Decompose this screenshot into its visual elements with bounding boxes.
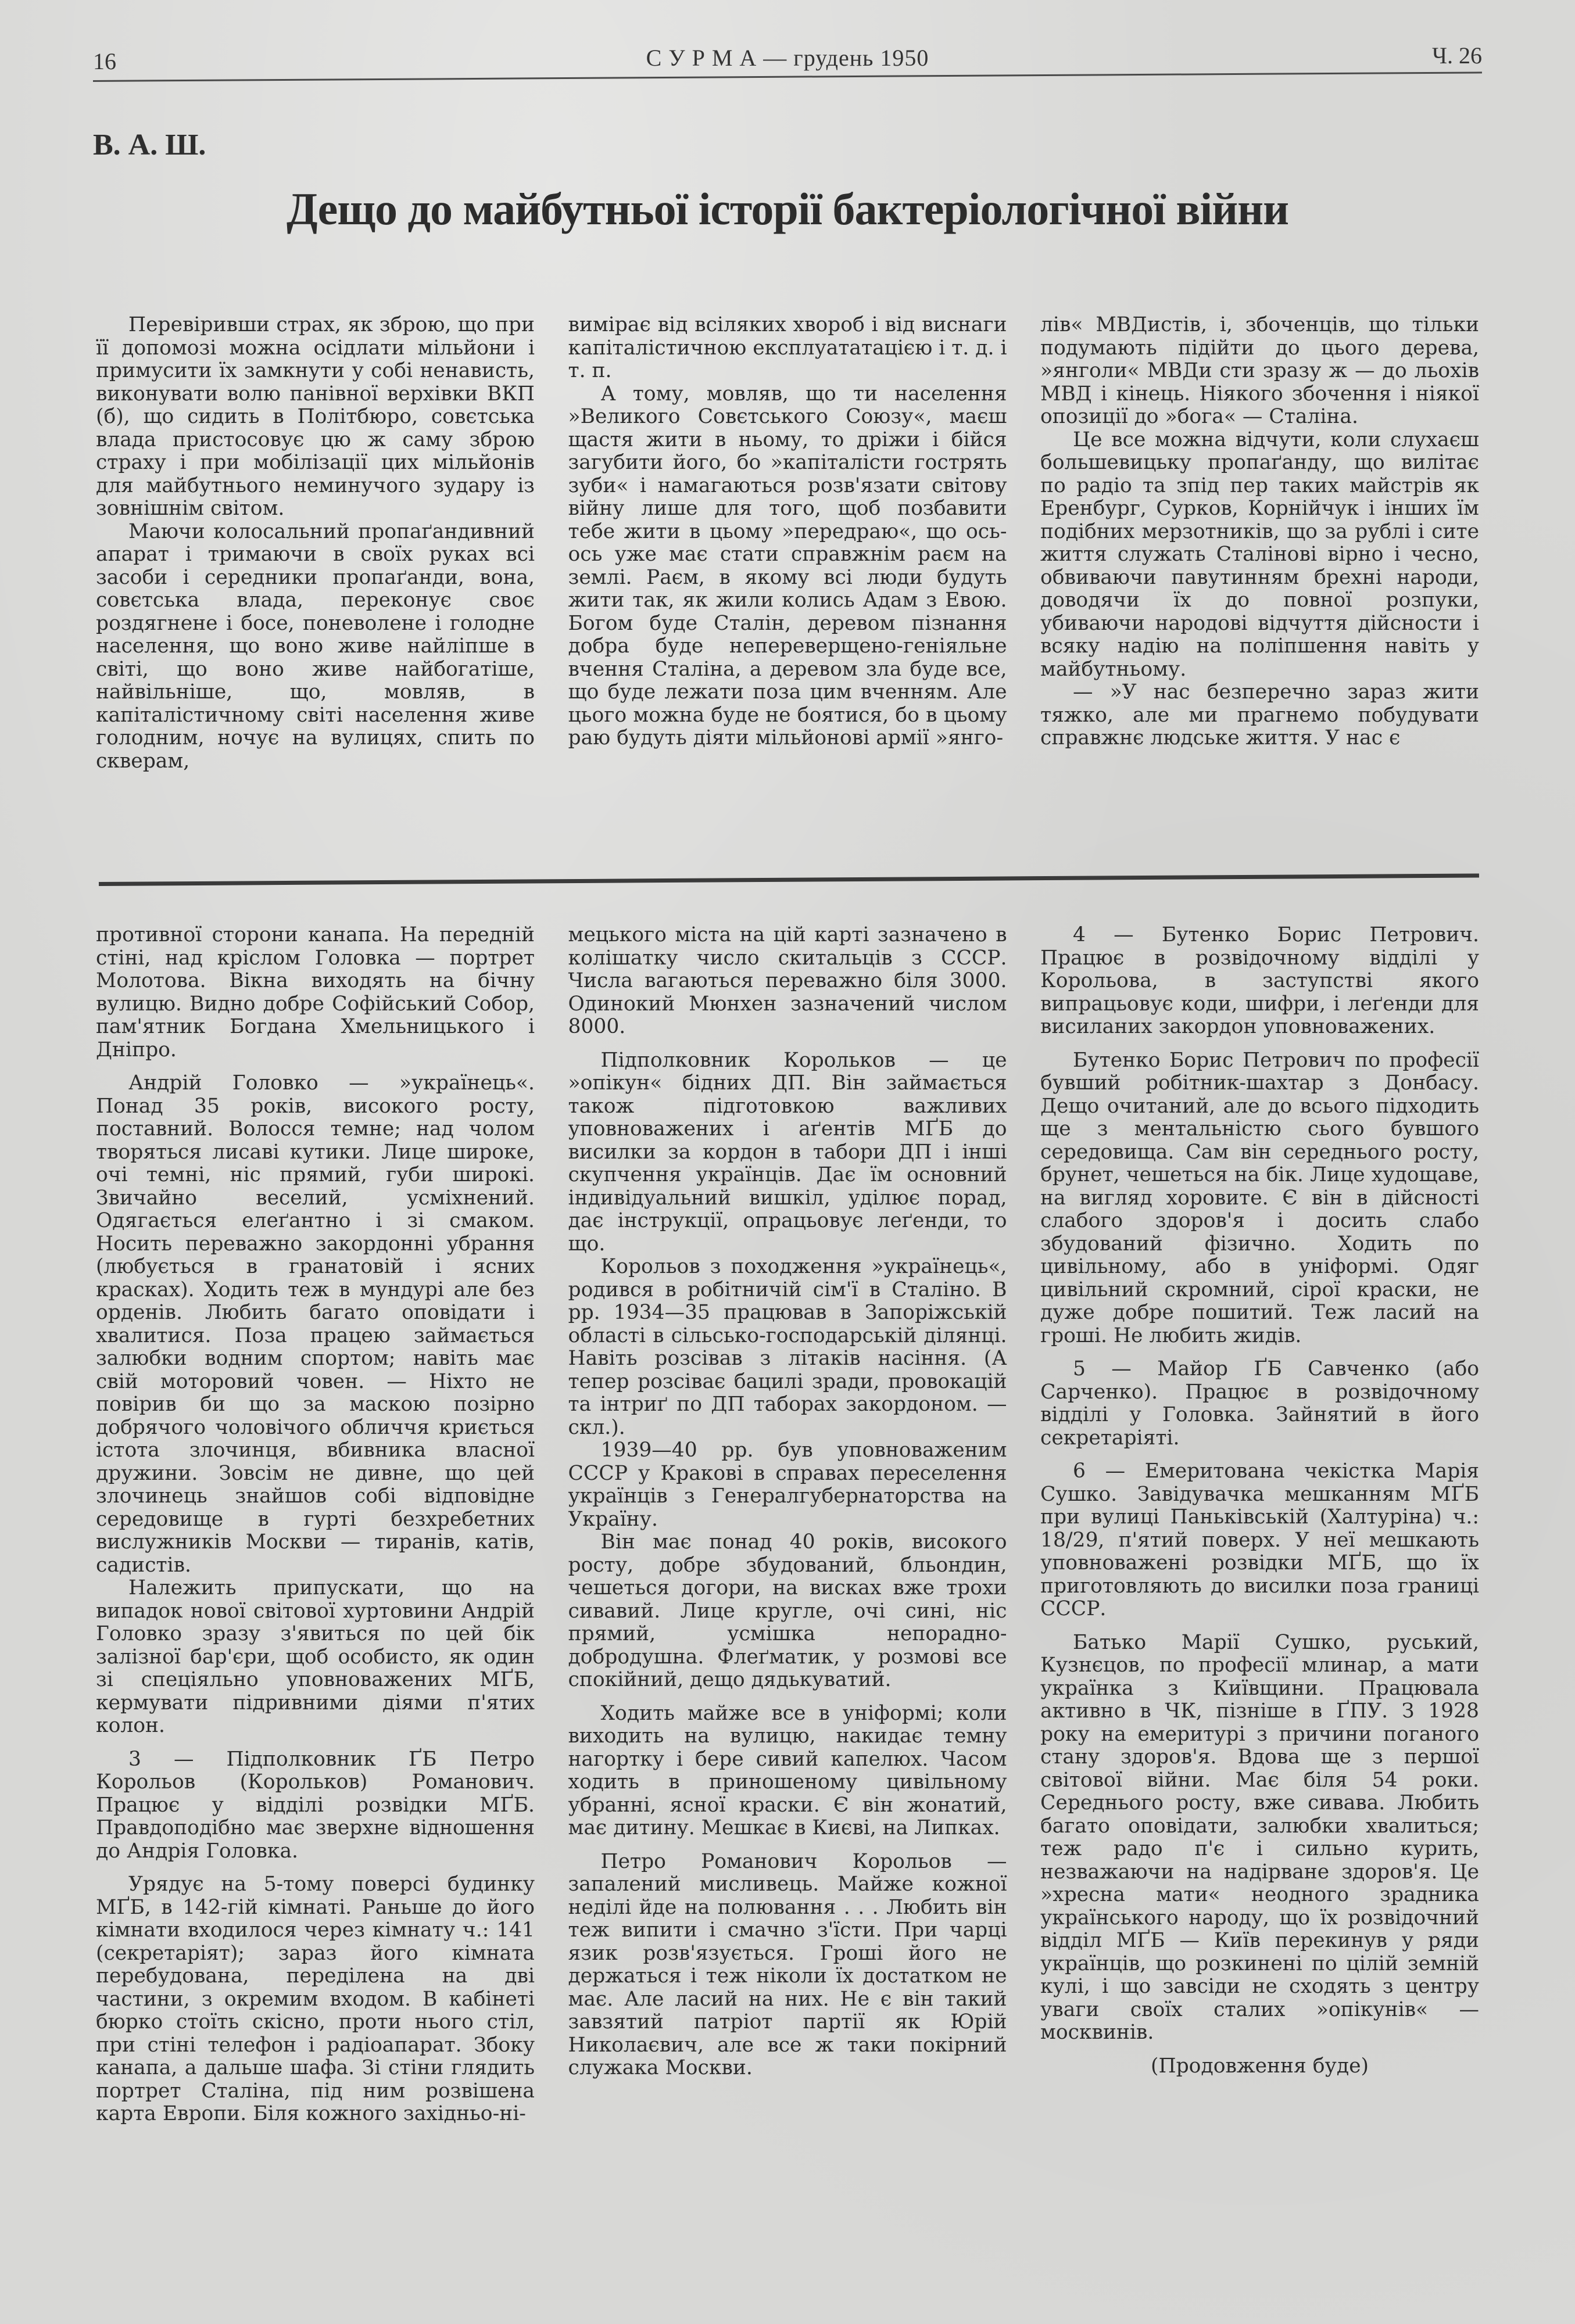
paragraph: мецького міста на цій карті зазначено в колішатку число скитальців з СССР. Числа вагаються переважно біля 3000. Одинокий Мюнхен зазначений числом 8000. (568, 923, 1007, 1038)
header-rule (93, 71, 1482, 82)
issue-number: Ч. 26 (1432, 42, 1482, 69)
paragraph: противної сторони канапа. На передній стіні, над кріслом Головка — портрет Молотова. Вікна виходять на бічну вулицю. Видно добре Софійський Собор, пам'ятник Богдана Хмельницького і Дніпро. (96, 923, 535, 1061)
paragraph: Він має понад 40 років, високого росту, добре збудований, бльондин, чешеться догори, на висках вже трохи сивавий. Лице кругле, очі сині, ніс прямий, усмішка непорадно-добродушна. Флеґматик, у розмові все спокійний, дещо дядькуватий. (568, 1530, 1007, 1691)
paragraph: Урядує на 5-тому поверсі будинку МҐБ, в 142-гій кімнаті. Раньше до його кімнати входилося через кімнату ч.: 141 (секретаріят); зараз його кімната перебудована, переділена на дві частини, з окремим входом. В кабінеті бюрко стоїть скісно, проти нього стіл, при стіні телефон і радіоапарат. Збоку канапа, а дальше шафа. Зі стіни глядить портрет Сталіна, під ним розвішена карта Европи. Біля кожного західньо-ні- (96, 1873, 535, 2125)
paragraph: Перевіривши страх, як зброю, що при її допомозі можна осідлати мільйони і примусити їх замкнути у собі ненависть, виконувати волю панівної верхівки ВКП (б), що сидить в Політбюро, совєтська влада пристосовує цю ж саму зброю страху і при мобілізації цих мільйонів для майбутнього неминучого зудару із зовнішнім світом. (96, 313, 535, 520)
paragraph: Підполковник Корольков — це »опікун« бідних ДП. Він займається також підготовкою важливих уповноважених і аґентів МҐБ до висилки за кордон в табори ДП і інші скупчення українців. Дає їм основний індивідуальний вишкіл, уділює порад, дає інструкції, опрацьовує леґенди, то що. (568, 1048, 1007, 1256)
paragraph: Батько Марії Сушко, руський, Кузнєцов, по професії млинар, а мати українка з Київщини. Працювала активно в ЧК, пізніше в ҐПУ. З 1928 року на емеритурі з причини поганого стану здоров'я. Вдова ще з першої світової війни. Має біля 54 роки. Середнього росту, вже сивава. Любить багато оповідати, залюбки хвалиться; теж радо п'є і сильно курить, незважаючи на надірване здоров'я. Це »хресна мати« неодного зрадника українського народу, що їх розвідочний відділ МҐБ — Київ перекинув у ряди українців, що розкинені по цілій земній кулі, і що завсіди не сходять з центру уваги своїх сталих »опікунів« — москвинів. (1040, 1630, 1479, 2044)
paragraph: Бутенко Борис Петрович по професії бувший робітник-шахтар з Донбасу. Дещо очитаний, але до всього підходить ще з ментальністю сього бувшого середовища. Сам він середнього росту, брунет, чешеться на бік. Лице худощаве, на вигляд хоровите. Є він в дійсності слабого здоров'я і досить слабо збудований фізично. Ходить по цивільному, або в уніформі. Одяг цивільний скромний, сірої краски, не дуже добре пошитий. Теж ласий на гроші. Не любить жидів. (1040, 1048, 1479, 1347)
paragraph: Це все можна відчути, коли слухаєш большевицьку пропаґанду, що вилітає по радіо та зпід пер таких майстрів як Еренбург, Сурков, Корнійчук і інших їм подібних мерзотників, що за рублі і сите життя служать Сталінові вірно і чесно, обвиваючи павутинням брехні народи, доводячи їх до повної розпуки, убиваючи народові відчуття дійсности і всяку надію на поліпшення навіть у майбутньому. (1040, 428, 1479, 681)
paragraph: Петро Романович Корольов — запалений мисливець. Майже кожної неділі йде на полювання . . . Любить він теж випити і смачно з'їсти. При чарці язик розв'язується. Гроші його не держаться і теж ніколи їх достатком не має. Але ласий на них. Не є він такий завзятий патріот партії як Юрій Николаєвич, але все ж таки покірний служака Москви. (568, 1849, 1007, 2079)
paragraph: — »У нас безперечно зараз жити тяжко, але ми прагнемо побудувати справжнє людське життя. У нас є (1040, 680, 1479, 749)
section-divider (99, 873, 1479, 886)
paragraph: Ходить майже все в уніформі; коли виходить на вулицю, накидає темну нагортку і бере сивий капелюх. Часом ходить в приношеному цивільному убранні, ясної краски. Є він жонатий, має дитину. Мешкає в Києві, на Липках. (568, 1701, 1007, 1839)
lower-columns (96, 924, 1479, 2126)
running-head (93, 42, 1482, 74)
column (96, 924, 535, 2126)
page-number: 16 (93, 48, 116, 74)
column (568, 924, 1007, 2126)
masthead: С У Р М А — грудень 1950 (646, 45, 929, 71)
article-author: В. А. Ш. (93, 128, 206, 162)
article-title: Дещо до майбутньої історії бактеріологічної війни (286, 184, 1289, 234)
paragraph: А тому, мовляв, що ти населення »Великого Совєтського Союзу«, маєш щастя жити в ньому, то дріжи і бійся загубити його, бо »капіталісти гострять зуби« і намагаються розв'язати світову війну лише для того, щоб позбавити тебе жити в цьому »передраю«, що ось-ось уже має стати справжнім раєм на землі. Раєм, в якому всі люди будуть жити так, як жили колись Адам з Евою. Богом буде Сталін, деревом пізнання добра буде непереверщено-геніяльне вчення Сталіна, а деревом зла буде все, що буде лежати поза цим вченням. Але цього можна буде не боятися, бо в цьому раю будуть діяти мільйонові армії »янго- (568, 382, 1007, 749)
paragraph: 6 — Емеритована чекістка Марія Сушко. Завідувачка мешканням МҐБ при вулиці Паньківській (Халтуріна) ч.: 18/29, п'ятий поверх. У неї мешкають уповноважені розвідки МҐБ, що їх приготовляють до висилки поза границі СССР. (1040, 1459, 1479, 1620)
paragraph: 5 — Майор ҐБ Савченко (або Сарченко). Працює в розвідочному відділі у Головка. Зайнятий в його секретаріяті. (1040, 1357, 1479, 1450)
paragraph: 3 — Підполковник ҐБ Петро Корольов (Корольков) Романович. Працює у відділі розвідки МҐБ. Правдоподібно має зверхне відношення до Андрія Головка. (96, 1747, 535, 1863)
column (568, 314, 1007, 773)
paragraph: 4 — Бутенко Борис Петрович. Працює в розвідочному відділі у Корольова, в заступстві якого випрацьовує коди, шифри, і леґенди для висиланих закордон уповноважених. (1040, 923, 1479, 1038)
column (1040, 924, 1479, 2126)
paragraph: Корольов з походження »українець«, родився в робітничій сім'ї в Сталіно. В рр. 1934—35 працював в Запоріжській області в сільсько-господарській ділянці. Навіть розсівав з літаків насіння. (А тепер розсіває бацилі зради, провокацій та інтриґ по ДП таборах закордоном. — скл.). (568, 1255, 1007, 1439)
paragraph: вимірає від всіляких хвороб і від виснаги капіталістичною експлуататацією і т. д. і т. п. (568, 313, 1007, 382)
paragraph: лів« МВДистів, і, збоченців, що тільки подумають підійти до цього дерева, »янголи« МВДи сти зразу ж — до льохів МВД і кінець. Ніякого збочення і ніякої опозиції до »бога« — Сталіна. (1040, 313, 1479, 428)
paragraph: Належить припускати, що на випадок нової світової хуртовини Андрій Головко зразу з'явиться по цей бік залізної бар'єри, щоб особисто, як один зі спеціяльно уповноважених МҐБ, кермувати підривними діями п'ятих колон. (96, 1576, 535, 1737)
column (1040, 314, 1479, 773)
column (96, 314, 535, 773)
continuation-note: (Продовження буде) (1151, 2054, 1369, 2078)
upper-columns (96, 314, 1479, 773)
paragraph: Андрій Головко — »українець«. Понад 35 років, високого росту, поставний. Волосся темне; над чолом творяться лисаві кутики. Лице широке, очі темні, ніс прямий, губи широкі. Звичайно веселий, усміхнений. Одягається елеґантно і зі смаком. Носить переважно закордонні убрання (любується в гранатовій і ясних красках). Ходить теж в мундурі але без орденів. Любить багато оповідати і хвалитися. Поза працею займається залюбки водним спортом; навіть має свій моторовий човен. — Ніхто не повірив би що за маскою позірно добрячого чоловічого обличчя криється істота злочинця, вбивника власної дружини. Зовсім не дивне, що цей злочинець знайшов собі відповідне середовище в гурті безхребетних вислужників Москви — тиранів, катів, садистів. (96, 1071, 535, 1577)
paragraph: Маючи колосальний пропаґандивний апарат і тримаючи в своїх руках всі засоби і середники пропаґанди, вона, совєтська влада, переконує своє роздягнене і босе, поневолене і голодне населення, що воно живе найліпше в світі, що воно живе найбогатіше, найвільніше, що, мовляв, в капіталістичному світі населення живе голодним, ночує на вулицях, спить по скверам, (96, 519, 535, 773)
paragraph: 1939—40 рр. був уповноваженим СССР у Кракові в справах переселення українців з Генералгубернаторства на Україну. (568, 1439, 1007, 1531)
